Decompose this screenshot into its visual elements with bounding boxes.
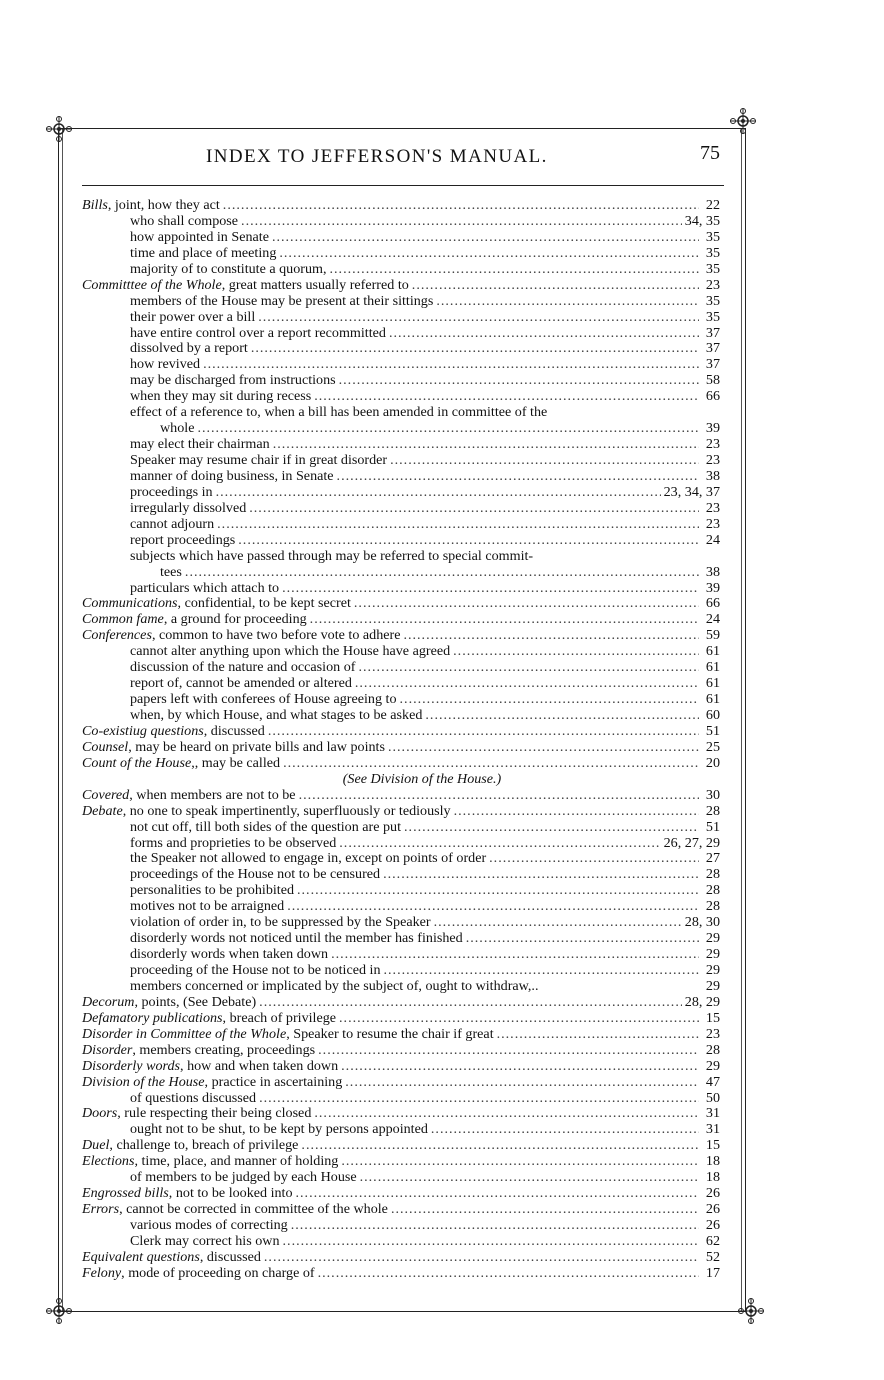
entry-text: forms and proprieties to be observed [130, 834, 337, 851]
entry-pages: 28 [705, 898, 720, 915]
index-entry [82, 995, 722, 1011]
entry-text: , mode of proceeding on charge of [121, 1264, 315, 1281]
entry-text: not cut off, till both sides of the question are put [130, 818, 402, 835]
index-entry [82, 1027, 722, 1043]
dot-leader [258, 310, 699, 326]
index-entry [82, 1043, 722, 1059]
dot-leader [264, 1250, 699, 1266]
entry-pages: 58 [705, 372, 720, 389]
dot-leader [251, 341, 699, 357]
index-entry [82, 453, 722, 469]
dot-leader [391, 1202, 699, 1218]
dot-leader [331, 947, 699, 963]
index-entry [82, 947, 722, 963]
index-entry [82, 469, 722, 485]
dot-leader [390, 453, 699, 469]
entry-text: , time, place, and manner of holding [134, 1153, 339, 1170]
entry-term: Debate [82, 802, 123, 819]
dot-leader [330, 262, 700, 278]
index-entry [82, 294, 722, 310]
index-entry [82, 660, 722, 676]
entry-text: , Speaker to resume the chair if great [286, 1025, 494, 1042]
index-entry [82, 565, 722, 581]
see-reference: (See Division of the House.) [342, 770, 502, 787]
index-entry [82, 230, 722, 246]
index-entry [82, 517, 722, 533]
index-entry [82, 644, 722, 660]
corner-ornament-icon [736, 1296, 766, 1326]
entry-pages: 25 [705, 738, 720, 755]
entry-text: , common to have two before vote to adhere [151, 627, 401, 644]
dot-leader [296, 1186, 700, 1202]
index-entry [82, 1154, 722, 1170]
entry-text: various modes of correcting [130, 1217, 288, 1233]
entry-text: manner of doing business, in Senate [130, 467, 334, 484]
entry-text: may elect their chairman [130, 436, 270, 453]
index-entry [82, 708, 722, 724]
dot-leader [453, 644, 699, 660]
index-entry [82, 310, 722, 326]
entry-pages: 30 [705, 786, 720, 803]
index-entry [82, 740, 722, 756]
entry-text: have entire control over a report recommitted [130, 324, 386, 341]
dot-leader [314, 1106, 699, 1122]
dot-leader [337, 469, 699, 485]
entry-pages: 29 [705, 946, 720, 963]
entry-pages: 17 [705, 1264, 720, 1281]
index-entry [82, 804, 722, 820]
index-entry [82, 485, 722, 501]
index-entry [82, 549, 722, 565]
entry-text: majority of to constitute a quorum, [130, 260, 327, 277]
dot-leader [197, 421, 699, 437]
entry-text: , points, (See Debate) [134, 993, 257, 1010]
index-entry [82, 533, 722, 549]
dot-leader [388, 740, 699, 756]
entry-pages: 50 [705, 1089, 720, 1106]
entry-text: Clerk may correct his own [130, 1232, 280, 1249]
entry-text: , may be heard on private bills and law points [128, 738, 385, 755]
dot-leader [358, 660, 699, 676]
border-inner-left-rule [62, 129, 63, 1311]
index-entry [82, 341, 722, 357]
entry-pages: 28, 30 [684, 914, 720, 931]
index-entry [82, 198, 722, 214]
dot-leader [238, 533, 699, 549]
entry-text: report of, cannot be amended or altered [130, 675, 352, 692]
entry-term: Elections [82, 1153, 135, 1170]
dot-leader [355, 676, 699, 692]
dot-leader [339, 836, 660, 852]
entry-term: Conferences [82, 627, 152, 644]
index-entry [82, 1138, 722, 1154]
dot-leader [497, 1027, 699, 1043]
entry-pages: 23 [705, 1025, 720, 1042]
entry-text: violation of order in, to be suppressed by the Speaker [130, 914, 431, 931]
dot-leader [360, 1170, 699, 1186]
entry-text: their power over a bill [130, 308, 256, 325]
dot-leader [431, 1122, 699, 1138]
dot-leader [223, 198, 699, 214]
entry-text: ,, may be called [191, 754, 281, 771]
index-entry [82, 963, 722, 979]
entry-pages: 35 [705, 292, 720, 309]
corner-ornament-icon [44, 114, 74, 144]
entry-text: papers left with conferees of House agreeing to [130, 691, 397, 708]
dot-leader [454, 804, 699, 820]
index-entry [82, 357, 722, 373]
entry-text: , how and when taken down [180, 1057, 339, 1074]
entry-text: , discussed [199, 1248, 261, 1265]
entry-pages: 35 [705, 260, 720, 277]
entry-pages: 23, 34, 37 [663, 483, 720, 500]
entry-pages: 28 [705, 1041, 720, 1058]
dot-leader [404, 820, 699, 836]
entry-pages: 59 [705, 627, 720, 644]
dot-leader [216, 485, 661, 501]
entry-text: , a ground for proceeding [163, 611, 307, 628]
index-entry [82, 676, 722, 692]
index-entry [82, 931, 722, 947]
entry-term: Disorder in Committee of the Whole [82, 1025, 287, 1042]
entry-text: members of the House may be present at their sittings [130, 292, 434, 309]
entry-text: members concerned or implicated by the subject of, ought to withdraw,.. [130, 977, 539, 994]
entry-text: how revived [130, 356, 201, 373]
dot-leader [384, 963, 700, 979]
entry-pages: 28 [705, 866, 720, 883]
index-entry [82, 756, 722, 772]
index-entry [82, 326, 722, 342]
entry-text: disorderly words not noticed until the member has finished [130, 930, 463, 947]
entry-text: proceedings in [130, 483, 213, 500]
entry-pages: 35 [705, 228, 720, 245]
dot-leader [259, 995, 682, 1011]
index-entry [82, 389, 722, 405]
index-entry [82, 1170, 722, 1186]
running-head: INDEX TO JEFFERSON'S MANUAL. [206, 146, 548, 167]
dot-leader [249, 501, 699, 517]
dot-leader [383, 867, 699, 883]
index-entry [82, 373, 722, 389]
dot-leader [310, 612, 699, 628]
border-inner-right-rule [741, 129, 742, 1311]
index-entry [82, 1059, 722, 1075]
index-entry [82, 820, 722, 836]
entry-text: proceedings of the House not to be censured [130, 866, 381, 883]
entry-text: , challenge to, breach of privilege [109, 1137, 299, 1154]
index-entry [82, 262, 722, 278]
entry-pages: 39 [705, 579, 720, 596]
entry-term: Committtee of the Whole [82, 276, 222, 293]
entry-text: irregularly dissolved [130, 499, 247, 516]
entry-term: Decorum [82, 993, 135, 1010]
entry-text: , rule respecting their being closed [117, 1105, 312, 1122]
entry-pages: 28, 29 [684, 993, 720, 1010]
entry-pages: 37 [705, 356, 720, 373]
entry-pages: 34, 35 [684, 212, 720, 229]
entry-pages: 51 [705, 722, 720, 739]
dot-leader [279, 246, 699, 262]
entry-pages: 28 [705, 802, 720, 819]
dot-leader [489, 851, 699, 867]
entry-text: , no one to speak impertinently, superfluously or tediously [122, 802, 451, 819]
entry-text: , confidential, to be kept secret [177, 595, 351, 612]
entry-pages: 62 [705, 1232, 720, 1249]
entry-pages: 61 [705, 691, 720, 708]
entry-pages: 23 [705, 452, 720, 468]
entry-text: dissolved by a report [130, 340, 248, 357]
dot-leader [318, 1043, 699, 1059]
entry-term: Equivalent questions [82, 1248, 200, 1265]
entry-pages: 23 [705, 276, 720, 293]
index-entry [82, 246, 722, 262]
dot-leader [412, 278, 699, 294]
dot-leader [282, 581, 699, 597]
dot-leader [389, 326, 699, 342]
entry-term: Defamatory publications [82, 1009, 223, 1026]
entry-pages: 38 [705, 563, 720, 580]
index-entry [82, 1075, 722, 1091]
entry-text: whole [160, 420, 195, 437]
entry-text: cannot alter anything upon which the House have agreed [130, 643, 451, 660]
entry-pages: 52 [705, 1248, 720, 1265]
entry-text: when, by which House, and what stages to be asked [130, 707, 423, 723]
entry-text: tees [160, 563, 182, 580]
dot-leader [203, 357, 699, 373]
dot-leader [301, 1138, 699, 1154]
entry-pages: 23 [705, 499, 720, 516]
entry-term: Co-existiug questions [82, 722, 204, 739]
dot-leader [345, 1075, 699, 1091]
entry-pages: 31 [705, 1105, 720, 1122]
index-entry [82, 581, 722, 597]
index-entry [82, 899, 722, 915]
entry-term: Doors [82, 1105, 118, 1122]
entry-term: Communications [82, 595, 178, 612]
index-entry [82, 979, 722, 995]
index-entry [82, 612, 722, 628]
entry-term: Counsel [82, 738, 129, 755]
index-entry [82, 915, 722, 931]
entry-text: subjects which have passed through may be referred to special commit- [130, 547, 534, 564]
dot-leader [259, 1091, 699, 1107]
entry-pages: 29 [705, 930, 720, 947]
entry-term: Errors [82, 1201, 120, 1218]
entry-text: report proceedings [130, 531, 236, 548]
entry-pages: 23 [705, 436, 720, 453]
entry-text: of questions discussed [130, 1089, 257, 1106]
index-entry [82, 1234, 722, 1250]
entry-term: Disorderly words [82, 1057, 181, 1074]
entry-term: Engrossed bills [82, 1185, 169, 1202]
index-entry [82, 278, 722, 294]
entry-pages: 66 [705, 388, 720, 405]
dot-leader [339, 373, 699, 389]
entry-term: Common fame [82, 611, 164, 628]
entry-pages: 18 [705, 1153, 720, 1170]
corner-ornament-icon [44, 1296, 74, 1326]
entry-pages: 23 [705, 515, 720, 532]
entry-text: particulars which attach to [130, 579, 280, 596]
index-entry [82, 836, 722, 852]
entry-text: , discussed [203, 722, 265, 739]
entry-text: , members creating, proceedings [132, 1041, 316, 1058]
index-entry [82, 1266, 722, 1282]
entry-term: Count of the House [82, 754, 192, 771]
index-entry [82, 437, 722, 453]
entry-text: who shall compose [130, 212, 239, 229]
dot-leader [283, 1234, 699, 1250]
dot-leader [466, 931, 699, 947]
dot-leader [273, 437, 699, 453]
entry-pages: 26 [705, 1201, 720, 1218]
entry-pages: 60 [705, 707, 720, 723]
page-number: 75 [700, 142, 720, 164]
index-entries [82, 198, 722, 1282]
entry-term: Covered [82, 786, 130, 803]
dot-leader [185, 565, 699, 581]
entry-pages: 26 [705, 1217, 720, 1233]
entry-text: motives not to be arraigned [130, 898, 285, 915]
entry-text: , practice in ascertaining [204, 1073, 343, 1090]
entry-pages: 39 [705, 420, 720, 437]
dot-leader [283, 756, 699, 772]
entry-pages: 18 [705, 1169, 720, 1186]
entry-text: , breach of privilege [222, 1009, 337, 1026]
index-entry [82, 596, 722, 612]
dot-leader [354, 596, 699, 612]
entry-pages: 31 [705, 1121, 720, 1138]
dot-leader [297, 883, 699, 899]
dot-leader [217, 517, 699, 533]
dot-leader [436, 294, 699, 310]
header-rule [82, 185, 724, 186]
entry-pages: 47 [705, 1073, 720, 1090]
entry-text: ought not to be shut, to be kept by persons appointed [130, 1121, 428, 1138]
entry-text: proceeding of the House not to be noticed in [130, 962, 381, 978]
entry-pages: 61 [705, 675, 720, 692]
dot-leader [403, 628, 699, 644]
dot-leader [314, 389, 699, 405]
index-entry [82, 724, 722, 740]
dot-leader [287, 899, 699, 915]
index-entry [82, 1218, 722, 1234]
entry-text: time and place of meeting [130, 244, 277, 261]
entry-pages: 38 [705, 467, 720, 484]
dot-leader [339, 1011, 699, 1027]
entry-text: of members to be judged by each House [130, 1169, 357, 1186]
index-entry [82, 1122, 722, 1138]
index-entry [82, 692, 722, 708]
entry-pages: 29 [705, 962, 720, 978]
entry-text: , when members are not to be [129, 786, 296, 803]
index-entry [82, 214, 722, 230]
entry-text: when they may sit during recess [130, 388, 312, 405]
entry-pages: 37 [705, 340, 720, 357]
dot-leader [425, 708, 699, 724]
entry-text: effect of a reference to, when a bill has been amended in committee of the [130, 404, 548, 421]
index-entry [82, 1091, 722, 1107]
entry-pages: 15 [705, 1009, 720, 1026]
entry-pages: 26 [705, 1185, 720, 1202]
entry-pages: 27 [705, 850, 720, 867]
index-entry [82, 628, 722, 644]
entry-pages: 28 [705, 882, 720, 899]
dot-leader [341, 1059, 699, 1075]
entry-text: how appointed in Senate [130, 228, 269, 245]
index-entry [82, 1186, 722, 1202]
index-entry [82, 1106, 722, 1122]
entry-term: Felony [82, 1264, 122, 1281]
entry-text: , great matters usually referred to [221, 276, 409, 293]
entry-pages: 26, 27, 29 [663, 834, 720, 851]
index-entry [82, 1202, 722, 1218]
dot-leader [318, 1266, 699, 1282]
index-entry [82, 867, 722, 883]
index-entry [82, 851, 722, 867]
entry-pages: 51 [705, 818, 720, 835]
entry-text: the Speaker not allowed to engage in, except on points of order [130, 850, 487, 867]
corner-ornament-icon [728, 106, 758, 136]
entry-pages: 29 [705, 1057, 720, 1074]
page-header [84, 140, 724, 180]
entry-text: discussion of the nature and occasion of [130, 659, 356, 676]
entry-pages: 24 [705, 611, 720, 628]
entry-text: , cannot be corrected in committee of the whole [119, 1201, 388, 1218]
entry-text: personalities to be prohibited [130, 882, 294, 899]
entry-pages: 35 [705, 244, 720, 261]
entry-pages: 61 [705, 659, 720, 676]
entry-term: Division of the House [82, 1073, 205, 1090]
index-entry [82, 405, 722, 421]
index-entry [82, 883, 722, 899]
index-entry [82, 1011, 722, 1027]
index-entry [82, 788, 722, 804]
dot-leader [400, 692, 699, 708]
index-entry [82, 1250, 722, 1266]
entry-text: cannot adjourn [130, 515, 215, 532]
entry-pages: 20 [705, 754, 720, 771]
index-entry [82, 501, 722, 517]
entry-pages: 22 [705, 197, 720, 213]
entry-term: Bills [82, 197, 108, 213]
entry-pages: 35 [705, 308, 720, 325]
entry-text: Speaker may resume chair if in great disorder [130, 452, 388, 468]
entry-pages: 37 [705, 324, 720, 341]
entry-pages: 61 [705, 643, 720, 660]
dot-leader [291, 1218, 699, 1234]
entry-pages: 24 [705, 531, 720, 548]
entry-text: , not to be looked into [168, 1185, 293, 1202]
dot-leader [272, 230, 699, 246]
dot-leader [434, 915, 682, 931]
entry-term: Disorder [82, 1041, 133, 1058]
entry-text: disorderly words when taken down [130, 946, 329, 963]
dot-leader [241, 214, 682, 230]
entry-text: , joint, how they act [107, 197, 220, 213]
dot-leader [341, 1154, 699, 1170]
entry-pages: 66 [705, 595, 720, 612]
entry-pages: 29 [705, 977, 720, 994]
dot-leader [268, 724, 699, 740]
entry-term: Duel [82, 1137, 110, 1154]
entry-text: may be discharged from instructions [130, 372, 336, 389]
index-entry [82, 421, 722, 437]
dot-leader [299, 788, 699, 804]
entry-pages: 15 [705, 1137, 720, 1154]
